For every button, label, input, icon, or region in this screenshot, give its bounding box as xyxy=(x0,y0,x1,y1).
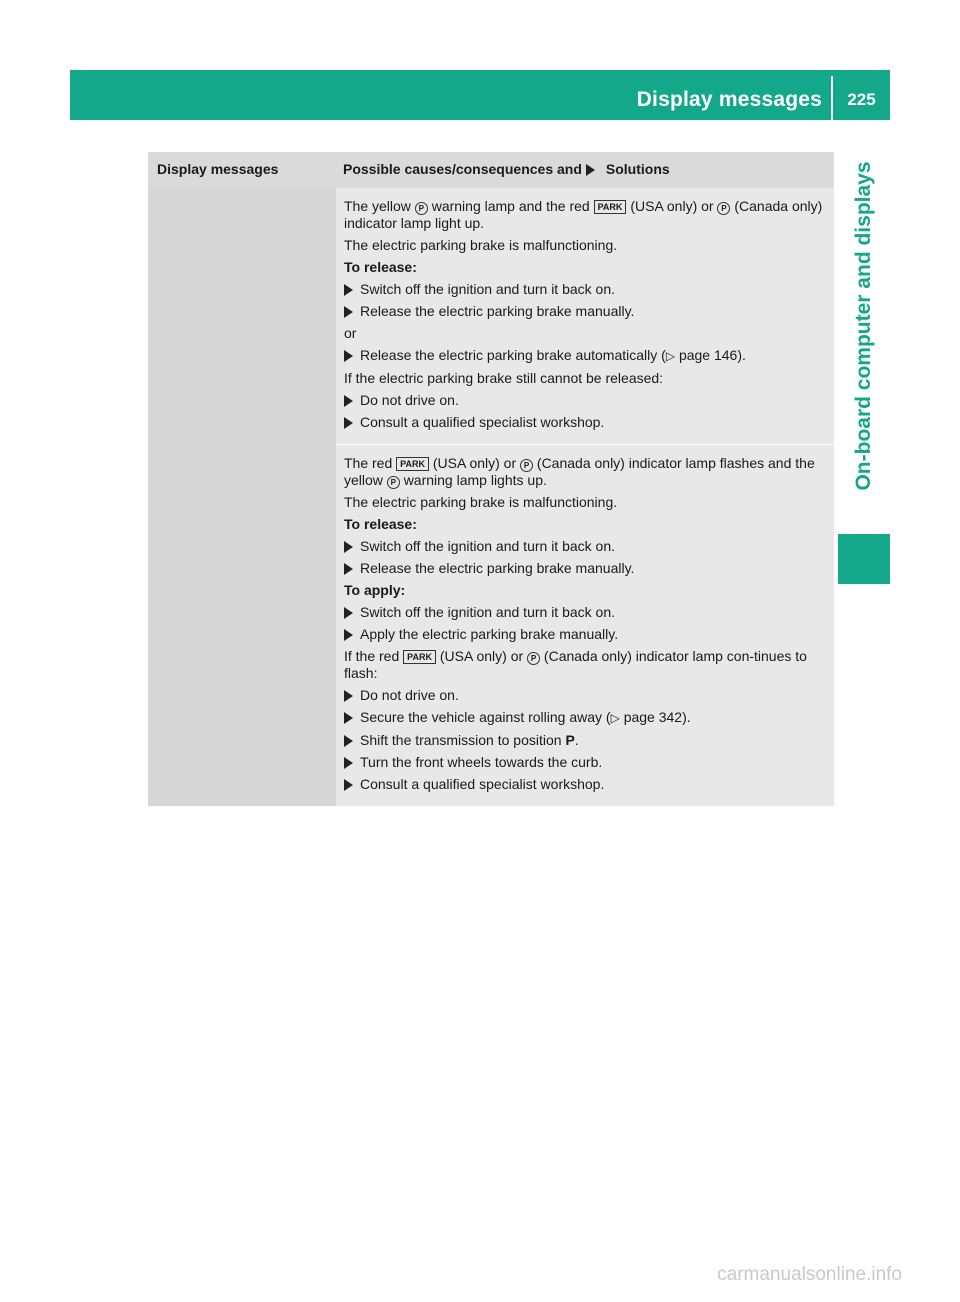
park-icon: PARK xyxy=(396,457,429,471)
list-item: Secure the vehicle against rolling away (▷ page 342). xyxy=(344,709,826,727)
arrow-icon xyxy=(344,712,353,724)
list-item: Release the electric parking brake manually. xyxy=(344,303,826,320)
paragraph: or xyxy=(344,325,357,341)
causes-cell xyxy=(336,188,834,806)
brake-indicator-icon: P xyxy=(520,459,533,472)
brake-warning-icon: P xyxy=(415,202,428,215)
paragraph: The electric parking brake is malfunctioning. xyxy=(344,494,618,510)
watermark: carmanualsonline.info xyxy=(717,1264,902,1285)
paragraph: The red PARK (USA only) or P (Canada only) indicator lamp flashes and the yellow P warning lamp lights up. xyxy=(344,455,815,488)
arrow-icon xyxy=(344,563,353,575)
arrow-icon xyxy=(344,629,353,641)
list-item: Do not drive on. xyxy=(344,687,826,704)
chapter-title: On-board computer and displays xyxy=(852,161,875,491)
subheading: To apply: xyxy=(344,582,406,598)
display-message-cell xyxy=(148,188,336,806)
page-reference-icon: ▷ xyxy=(610,711,620,725)
list-item: Turn the front wheels towards the curb. xyxy=(344,754,826,771)
solution-block-1 xyxy=(336,188,834,444)
list-item: Consult a qualified specialist workshop. xyxy=(344,776,826,793)
paragraph: If the electric parking brake still cannot be released: xyxy=(344,370,664,386)
page-reference-link[interactable]: page 342). xyxy=(623,709,691,725)
arrow-icon xyxy=(344,350,353,362)
arrow-icon xyxy=(344,735,353,747)
paragraph: The electric parking brake is malfunctioning. xyxy=(344,237,618,253)
column-header-display-messages: Display messages xyxy=(157,161,279,177)
arrow-icon xyxy=(344,284,353,296)
arrow-icon xyxy=(344,779,353,791)
list-item: Switch off the ignition and turn it back on. xyxy=(344,281,826,298)
arrow-icon xyxy=(344,417,353,429)
arrow-icon xyxy=(344,757,353,769)
arrow-icon xyxy=(344,541,353,553)
list-item: Switch off the ignition and turn it back on. xyxy=(344,604,826,621)
list-item: Release the electric parking brake manually. xyxy=(344,560,826,577)
paragraph: If the red PARK (USA only) or P (Canada only) indicator lamp con-tinues to flash: xyxy=(344,648,807,681)
subheading: To release: xyxy=(344,516,417,532)
park-icon: PARK xyxy=(594,200,627,214)
arrow-icon xyxy=(344,306,353,318)
brake-warning-icon: P xyxy=(387,476,400,489)
chapter-tab xyxy=(838,120,890,532)
table-header xyxy=(148,152,834,188)
solution-block-2 xyxy=(336,444,834,806)
list-item: Apply the electric parking brake manually. xyxy=(344,626,826,643)
brake-indicator-icon: P xyxy=(527,652,540,665)
arrow-icon xyxy=(586,164,595,176)
brake-indicator-icon: P xyxy=(717,202,730,215)
paragraph: The yellow P warning lamp and the red PARK (USA only) or P (Canada only) indicator lamp light up. xyxy=(344,198,823,231)
arrow-icon xyxy=(344,690,353,702)
list-item: Switch off the ignition and turn it back on. xyxy=(344,538,826,555)
header-title: Display messages xyxy=(636,88,822,111)
chapter-marker xyxy=(838,534,890,584)
list-item: Do not drive on. xyxy=(344,392,826,409)
list-item: Release the electric parking brake automatically (▷ page 146). xyxy=(344,347,826,365)
arrow-icon xyxy=(344,607,353,619)
page-reference-link[interactable]: page 146). xyxy=(678,347,746,363)
park-icon: PARK xyxy=(403,650,436,664)
page-number: 225 xyxy=(847,90,876,109)
page-header xyxy=(70,70,890,120)
column-header-causes xyxy=(336,152,834,188)
subheading: To release: xyxy=(344,259,417,275)
list-item: Shift the transmission to position P. xyxy=(344,732,826,749)
arrow-icon xyxy=(344,395,353,407)
page-reference-icon: ▷ xyxy=(665,349,676,363)
column-header-solutions-text: Solutions xyxy=(605,161,670,177)
list-item: Consult a qualified specialist workshop. xyxy=(344,414,826,431)
display-messages-table xyxy=(148,152,834,806)
column-header-causes-text: Possible causes/consequences and xyxy=(343,161,582,177)
table-body xyxy=(148,188,834,806)
